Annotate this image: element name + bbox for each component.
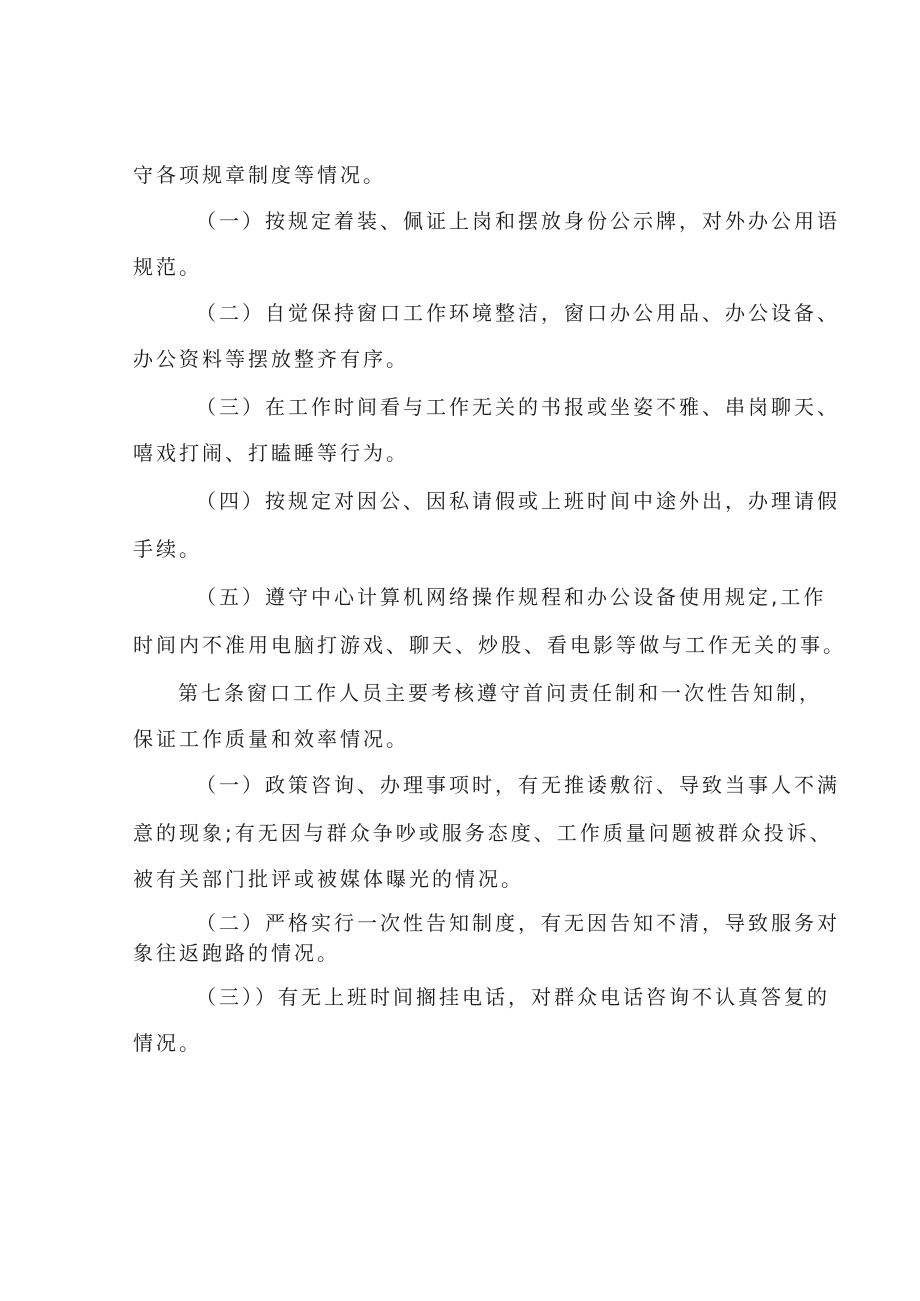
text-line: 保证工作质量和效率情况。: [133, 727, 409, 751]
text-line: （三）在工作时间看与工作无关的书报或坐姿不雅、串岗聊天、: [196, 395, 840, 419]
text-line: 被有关部门批评或被媒体曝光的情况。: [133, 867, 524, 891]
text-line: （二）严格实行一次性告知制度，有无因告知不清，导致服务对: [196, 911, 840, 935]
text-line: （三））有无上班时间搁挂电话，对群众电话咨询不认真答复的: [196, 985, 830, 1009]
text-line: （一）按规定着装、佩证上岗和摆放身份公示牌，对外办公用语: [196, 209, 840, 233]
text-line: （一）政策咨询、办理事项时，有无推诿敷衍、导致当事人不满: [196, 773, 840, 797]
text-line: 办公资料等摆放整齐有序。: [133, 347, 409, 371]
article-heading-line: 第七条窗口工作人员主要考核遵守首问责任制和一次性告知制，: [178, 681, 822, 705]
text-line: （四）按规定对因公、因私请假或上班时间中途外出，办理请假: [196, 489, 840, 513]
text-line: 时间内不准用电脑打游戏、聊天、炒股、看电影等做与工作无关的事。: [133, 633, 846, 657]
text-line: 规范。: [133, 255, 202, 279]
text-line: 手续。: [133, 537, 202, 561]
text-line: （五）遵守中心计算机网络操作规程和办公设备使用规定,工作: [196, 585, 827, 609]
text-line: 守各项规章制度等情况。: [133, 163, 386, 187]
text-line: 象往返跑路的情况。: [133, 941, 340, 965]
text-line: 情况。: [133, 1031, 202, 1055]
text-line: （二）自觉保持窗口工作环境整洁，窗口办公用品、办公设备、: [196, 301, 840, 325]
text-line: 嘻戏打闹、打瞌睡等行为。: [133, 441, 409, 465]
text-line: 意的现象;有无因与群众争吵或服务态度、工作质量问题被群众投诉、: [133, 821, 833, 845]
